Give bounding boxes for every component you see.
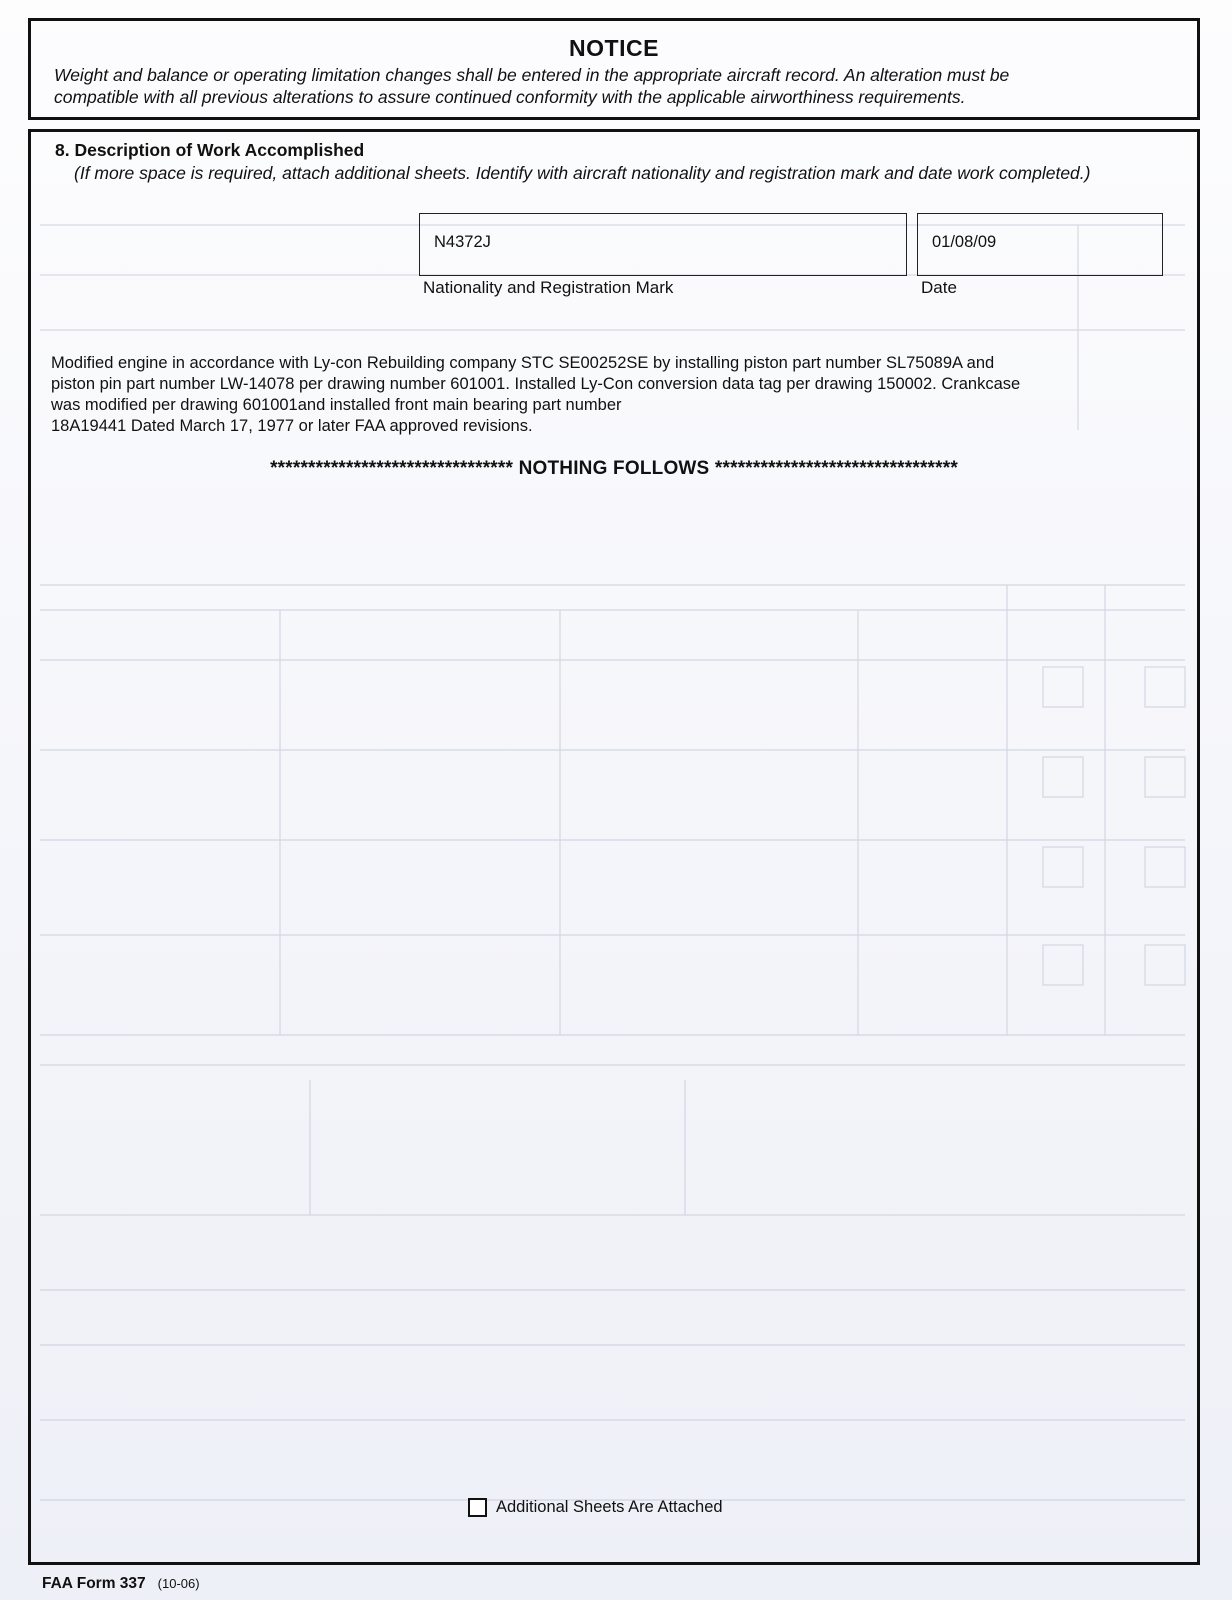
notice-title: NOTICE (569, 35, 659, 61)
additional-sheets-checkbox[interactable] (468, 1498, 487, 1517)
work-description-line: Modified engine in accordance with Ly-con Rebuilding company STC SE00252SE by installing piston part number SL75089A and (51, 354, 995, 372)
additional-sheets-label: Additional Sheets Are Attached (496, 1498, 723, 1516)
registration-mark-label: Nationality and Registration Mark (423, 278, 674, 297)
form-revision: (10-06) (157, 1576, 200, 1591)
section-instructions: (If more space is required, attach additional sheets. Identify with aircraft nationality and registration mark and date work completed.) (74, 163, 1091, 183)
work-description-line: piston pin part number LW-14078 per drawing number 601001. Installed Ly-Con conversion data tag per drawing 150002. Crankcase (51, 375, 1021, 393)
registration-mark-field[interactable] (419, 213, 907, 276)
section-title: 8. Description of Work Accomplished (55, 140, 365, 160)
date-label: Date (921, 278, 957, 297)
notice-line: compatible with all previous alterations to assure continued conformity with the applicable airworthiness requirements. (54, 87, 966, 107)
additional-sheets-row (468, 1498, 723, 1517)
work-description-line: 18A19441 Dated March 17, 1977 or later FAA approved revisions. (51, 417, 533, 435)
registration-mark-value: N4372J (434, 233, 491, 251)
nothing-follows-marker: ******************************** NOTHING FOLLOWS ******************************** (270, 458, 958, 479)
work-description (51, 353, 1171, 437)
form-footer (42, 1575, 200, 1593)
description-of-work-section (28, 129, 1200, 1565)
date-value: 01/08/09 (932, 233, 997, 251)
date-field[interactable] (917, 213, 1163, 276)
form-name: FAA Form 337 (42, 1575, 146, 1592)
notice-line: Weight and balance or operating limitation changes shall be entered in the appropriate aircraft record. An alteration must be (54, 65, 1010, 85)
work-description-line: was modified per drawing 601001and installed front main bearing part number (51, 396, 622, 414)
notice-body (54, 64, 1164, 108)
notice-box (28, 18, 1200, 120)
